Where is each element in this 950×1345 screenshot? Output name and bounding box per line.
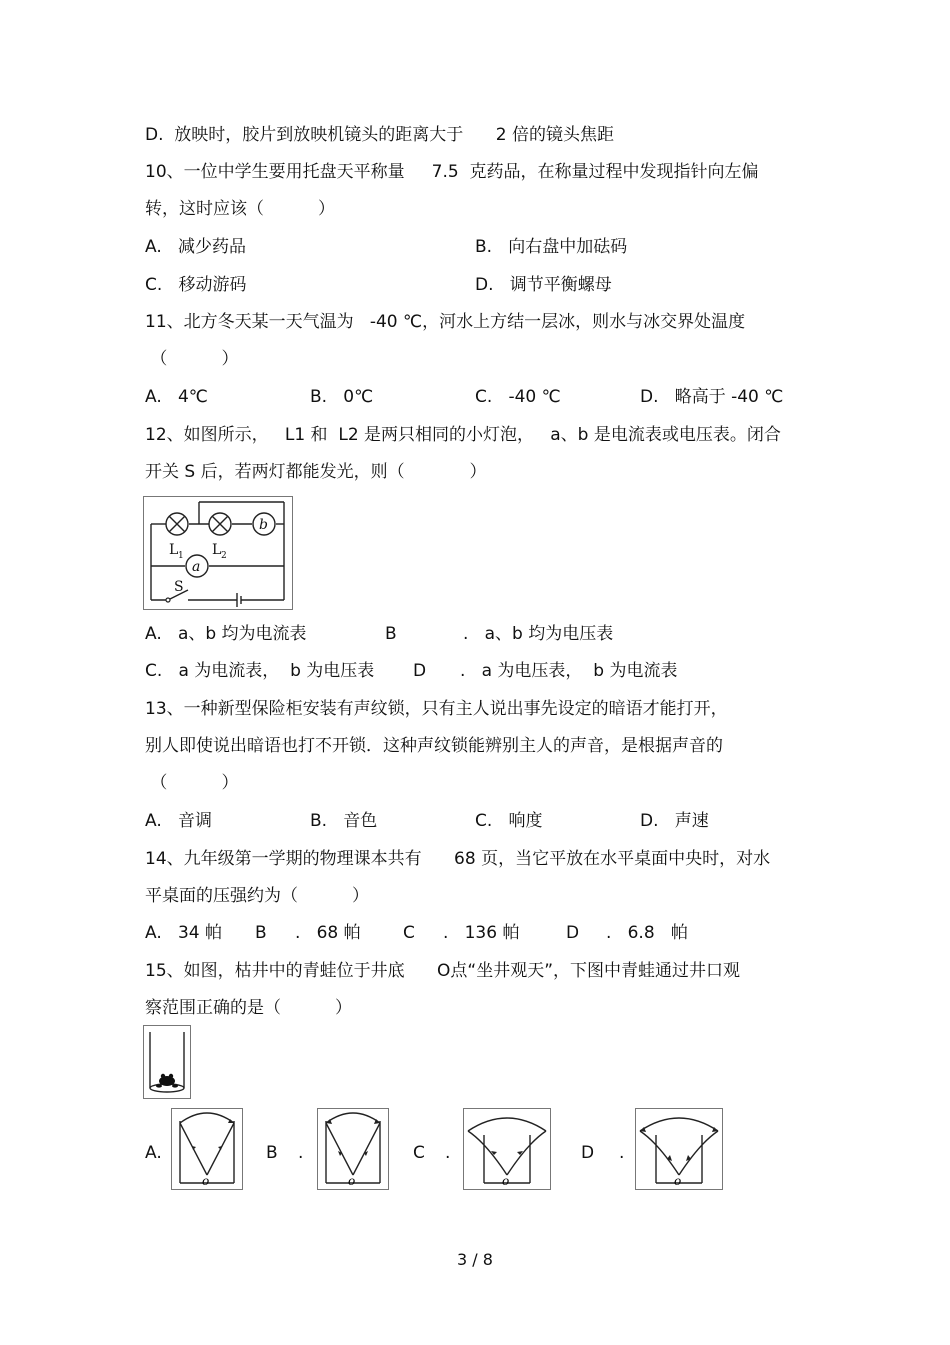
lamp-l2-label: L — [212, 542, 222, 558]
q14-option-b-letter: B — [255, 923, 267, 943]
lamp-l2-subscript: 2 — [221, 551, 227, 561]
point-o-label: o — [502, 1174, 510, 1188]
q10-option-d: D. 调节平衡螺母 — [475, 275, 612, 295]
q15-choice-a-label: A. — [145, 1143, 162, 1163]
q13-option-b: B. 音色 — [310, 811, 378, 831]
q12-option-c: C. a 为电流表， b 为电压表 — [145, 661, 375, 681]
point-o-label: o — [202, 1174, 210, 1188]
lamp-l1-label: L — [169, 542, 179, 558]
q10-stem-line2: 转，这时应该（ ） — [145, 199, 336, 219]
q12-option-a: A. a、b 均为电流表 — [145, 624, 307, 644]
meter-a-label: a — [192, 559, 201, 575]
point-o-label: o — [674, 1174, 682, 1188]
frog-icon — [156, 1074, 178, 1088]
q10-option-a: A. 减少药品 — [145, 237, 246, 257]
q12-stem-line1: 12、如图所示， L1 和 L2 是两只相同的小灯泡， a、b 是电流表或电压表。闭合 — [145, 425, 781, 445]
meter-b-label: b — [259, 517, 268, 533]
q15-choice-d-dot: . — [619, 1143, 625, 1163]
q13-option-c: C. 响度 — [475, 811, 543, 831]
q10-stem-line1: 10、一位中学生要用托盘天平称量 7.5 克药品，在称量过程中发现指针向左偏 — [145, 162, 759, 182]
q11-option-d: D. 略高于 -40 ℃ — [640, 387, 784, 407]
q15-choice-c-dot: . — [445, 1143, 451, 1163]
q14-option-d: . 6.8 帕 — [606, 923, 688, 943]
switch-pivot — [166, 598, 170, 602]
sight-arc — [180, 1113, 234, 1123]
q10-option-b: B. 向右盘中加砝码 — [475, 237, 628, 257]
q11-stem-line2: （ ） — [145, 349, 239, 369]
q14-option-a: A. 34 帕 — [145, 923, 222, 943]
q15-choice-c-figure — [463, 1108, 551, 1190]
q13-option-a: A. 音调 — [145, 811, 212, 831]
q12-option-b-letter: B — [385, 624, 397, 644]
q15-choice-d-figure — [635, 1108, 723, 1190]
q15-choice-c-label: C — [413, 1143, 425, 1163]
q13-stem-line1: 13、一种新型保险柜安装有声纹锁，只有主人说出事先设定的暗语才能打开， — [145, 699, 728, 719]
q14-stem-line2: 平桌面的压强约为（ ） — [145, 886, 370, 906]
point-o-label: o — [348, 1174, 356, 1188]
q11-option-a: A. 4℃ — [145, 387, 208, 407]
q14-option-b: . 68 帕 — [295, 923, 361, 943]
q14-stem-line1: 14、九年级第一学期的物理课本共有 68 页，当它平放在水平桌面中央时，对水 — [145, 849, 771, 869]
switch-label: S — [174, 579, 184, 595]
q11-stem-line1: 11、北方冬天某一天气温为 -40 ℃，河水上方结一层冰，则水与冰交界处温度 — [145, 312, 746, 332]
page-number: 3 / 8 — [457, 1250, 493, 1269]
q11-option-b: B. 0℃ — [310, 387, 374, 407]
q11-option-c: C. -40 ℃ — [475, 387, 561, 407]
q15-choice-d-label: D — [581, 1143, 595, 1163]
q13-stem-line3: （ ） — [145, 773, 239, 793]
q10-option-c: C. 移动游码 — [145, 275, 247, 295]
q15-stem-line1: 15、如图，枯井中的青蛙位于井底 O点“坐井观天”，下图中青蛙通过井口观 — [145, 961, 741, 981]
circuit-diagram — [143, 496, 293, 610]
q12-stem-line2: 开关 S 后，若两灯都能发光，则（ ） — [145, 462, 487, 482]
q15-choice-a-figure — [171, 1108, 243, 1190]
q15-choice-b-label: B — [266, 1143, 278, 1163]
q14-option-c: . 136 帕 — [443, 923, 520, 943]
q9-option-d: D. 放映时，胶片到放映机镜头的距离大于 2 倍的镜头焦距 — [145, 125, 614, 145]
q12-option-d: . a 为电压表， b 为电流表 — [460, 661, 678, 681]
q13-option-d: D. 声速 — [640, 811, 709, 831]
q12-option-d-letter: D — [413, 661, 427, 681]
q13-stem-line2: 别人即使说出暗语也打不开锁．这种声纹锁能辨别主人的声音，是根据声音的 — [145, 736, 723, 756]
q14-option-d-letter: D — [566, 923, 580, 943]
lamp-l1-subscript: 1 — [178, 551, 184, 561]
q15-choice-b-dot: . — [298, 1143, 304, 1163]
q12-option-b: . a、b 均为电压表 — [463, 624, 614, 644]
q15-stem-line2: 察范围正确的是（ ） — [145, 998, 353, 1018]
well-frog-figure — [143, 1025, 191, 1099]
q14-option-c-letter: C — [403, 923, 415, 943]
q15-choice-b-figure — [317, 1108, 389, 1190]
